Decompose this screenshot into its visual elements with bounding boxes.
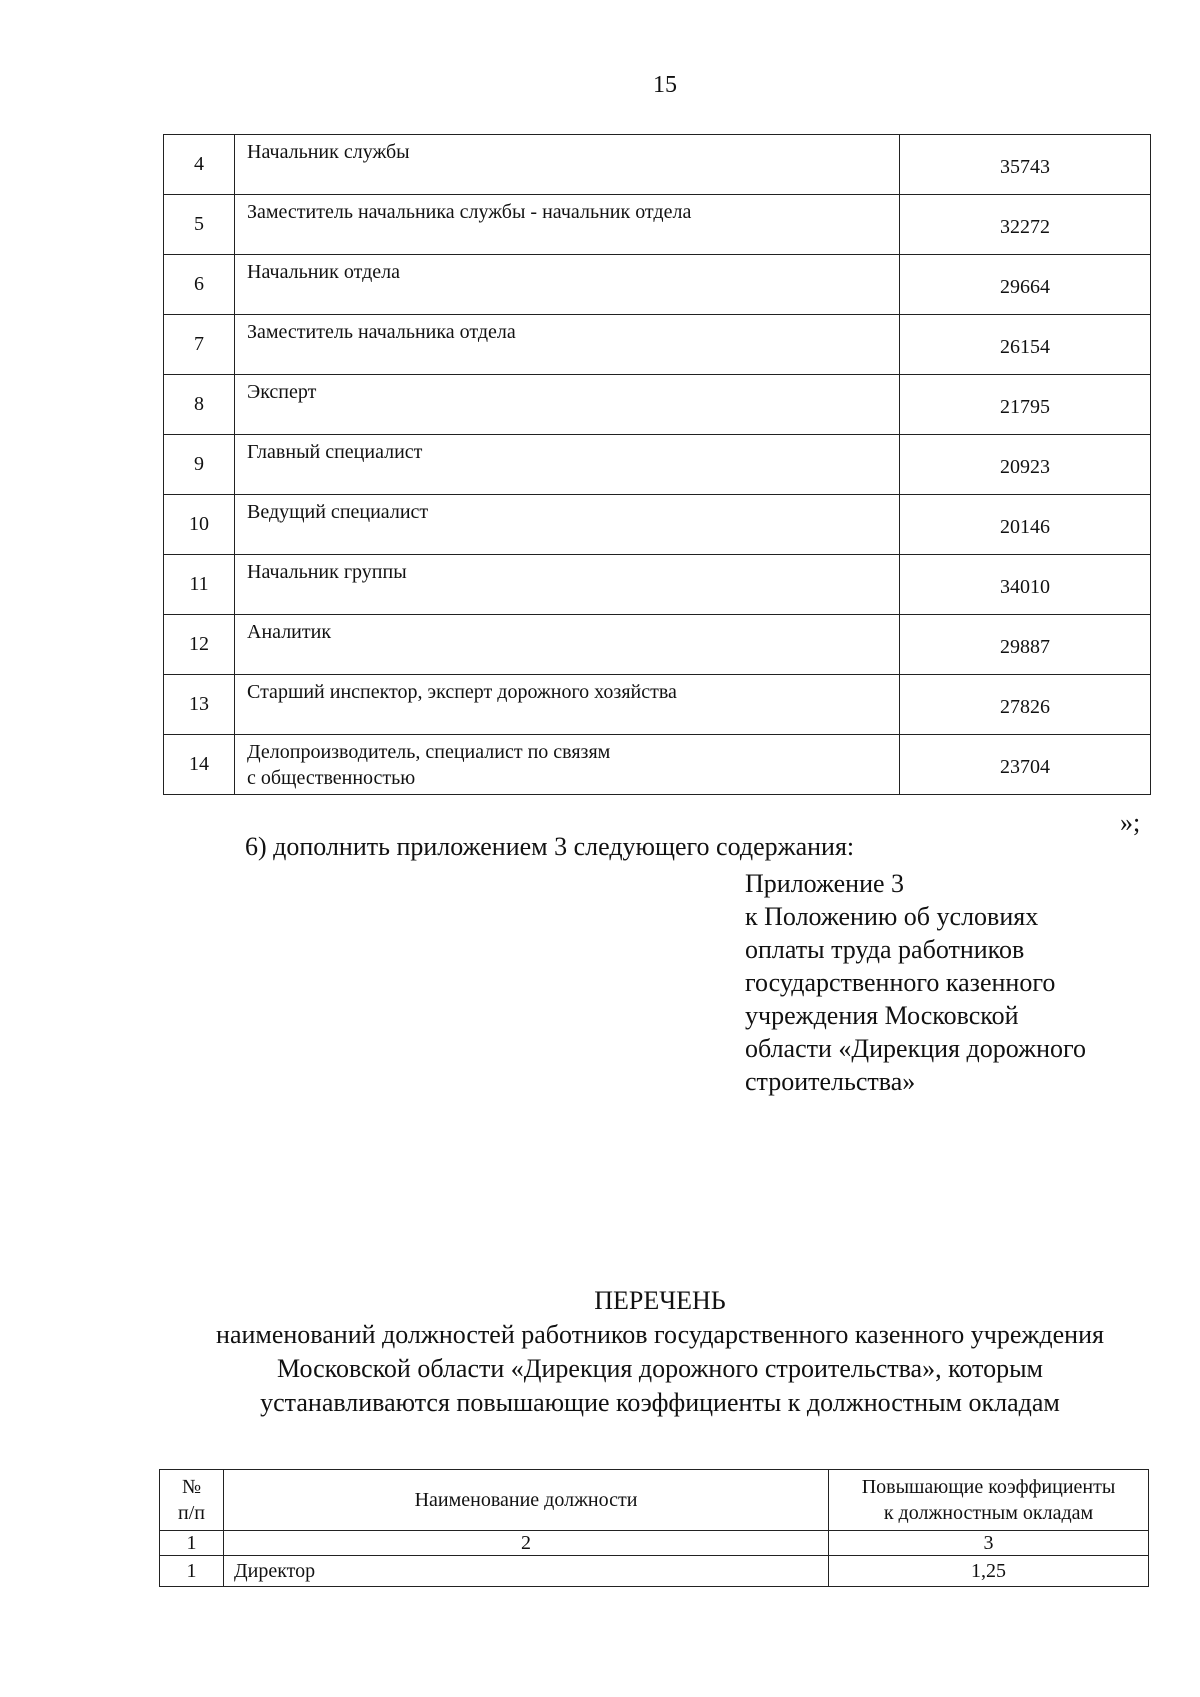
table-row [164,255,1151,315]
appendix-line: оплаты труда работников [745,935,1025,964]
row-amount: 23704 [900,735,1151,795]
row-title: Начальник группы [235,555,900,615]
row-num: 7 [164,315,235,375]
row-amount: 27826 [900,675,1151,735]
closing-quote: »; [1120,808,1141,837]
row-amount: 26154 [900,315,1151,375]
row-amount: 29887 [900,615,1151,675]
coefficient-table [159,1469,1149,1587]
row-amount: 21795 [900,375,1151,435]
list-subtitle-line-3: устанавливаются повышающие коэффициенты к должностным окладам [260,1388,1060,1417]
row-num: 11 [164,555,235,615]
table-row [164,495,1151,555]
row-title: Старший инспектор, эксперт дорожного хозяйства [235,675,900,735]
appendix-line: учреждения Московской [745,1001,1019,1030]
header-coefficient: Повышающие коэффициенты к должностным окладам [829,1470,1149,1531]
row-title: Заместитель начальника отдела [235,315,900,375]
appendix-line: Приложение 3 [745,869,905,898]
row-num: 4 [164,135,235,195]
appendix-caption [745,867,1086,1098]
row-num: 6 [164,255,235,315]
header-position: Наименование должности [224,1470,829,1531]
row-num: 9 [164,435,235,495]
row-amount: 29664 [900,255,1151,315]
row-title: Главный специалист [235,435,900,495]
appendix-line: к Положению об условиях [745,902,1039,931]
row-num: 13 [164,675,235,735]
row-position: Директор [224,1556,829,1587]
row-coefficient: 1,25 [829,1556,1149,1587]
appendix-line: области «Дирекция дорожного [745,1034,1086,1063]
row-num: 8 [164,375,235,435]
appendix-line: государственного казенного [745,968,1056,997]
row-amount: 20146 [900,495,1151,555]
table-row [164,375,1151,435]
row-amount: 32272 [900,195,1151,255]
row-amount: 35743 [900,135,1151,195]
row-num: 5 [164,195,235,255]
list-subtitle-line-1: наименований должностей работников государственного казенного учреждения [216,1320,1104,1349]
appendix-line: строительства» [745,1067,916,1096]
table-row [164,195,1151,255]
page-number: 15 [653,72,677,98]
table-row [164,435,1151,495]
table-row [164,135,1151,195]
row-num: 14 [164,735,235,795]
salary-table [163,134,1151,795]
row-title: Начальник отдела [235,255,900,315]
row-title: Заместитель начальника службы - начальник отдела [235,195,900,255]
index-cell: 1 [160,1531,224,1556]
row-title: Ведущий специалист [235,495,900,555]
header-num: № п/п [160,1470,224,1531]
row-amount: 34010 [900,555,1151,615]
list-subtitle-line-2: Московской области «Дирекция дорожного строительства», которым [276,1354,1043,1383]
table-row [164,675,1151,735]
table-index-row [160,1531,1149,1556]
amendment-text: 6) дополнить приложением 3 следующего содержания: [245,832,855,861]
row-title: Аналитик [235,615,900,675]
table-row [164,735,1151,795]
index-cell: 3 [829,1531,1149,1556]
table-row [164,555,1151,615]
row-title: Делопроизводитель, специалист по связям с общественностью [235,735,900,795]
row-amount: 20923 [900,435,1151,495]
list-title: ПЕРЕЧЕНЬ [594,1286,726,1315]
table-row [164,315,1151,375]
row-num: 10 [164,495,235,555]
list-heading [0,1284,1200,1420]
table-row [164,615,1151,675]
row-title: Эксперт [235,375,900,435]
row-num: 12 [164,615,235,675]
row-title: Начальник службы [235,135,900,195]
index-cell: 2 [224,1531,829,1556]
row-num: 1 [160,1556,224,1587]
table-row [160,1556,1149,1587]
table-header-row [160,1470,1149,1531]
